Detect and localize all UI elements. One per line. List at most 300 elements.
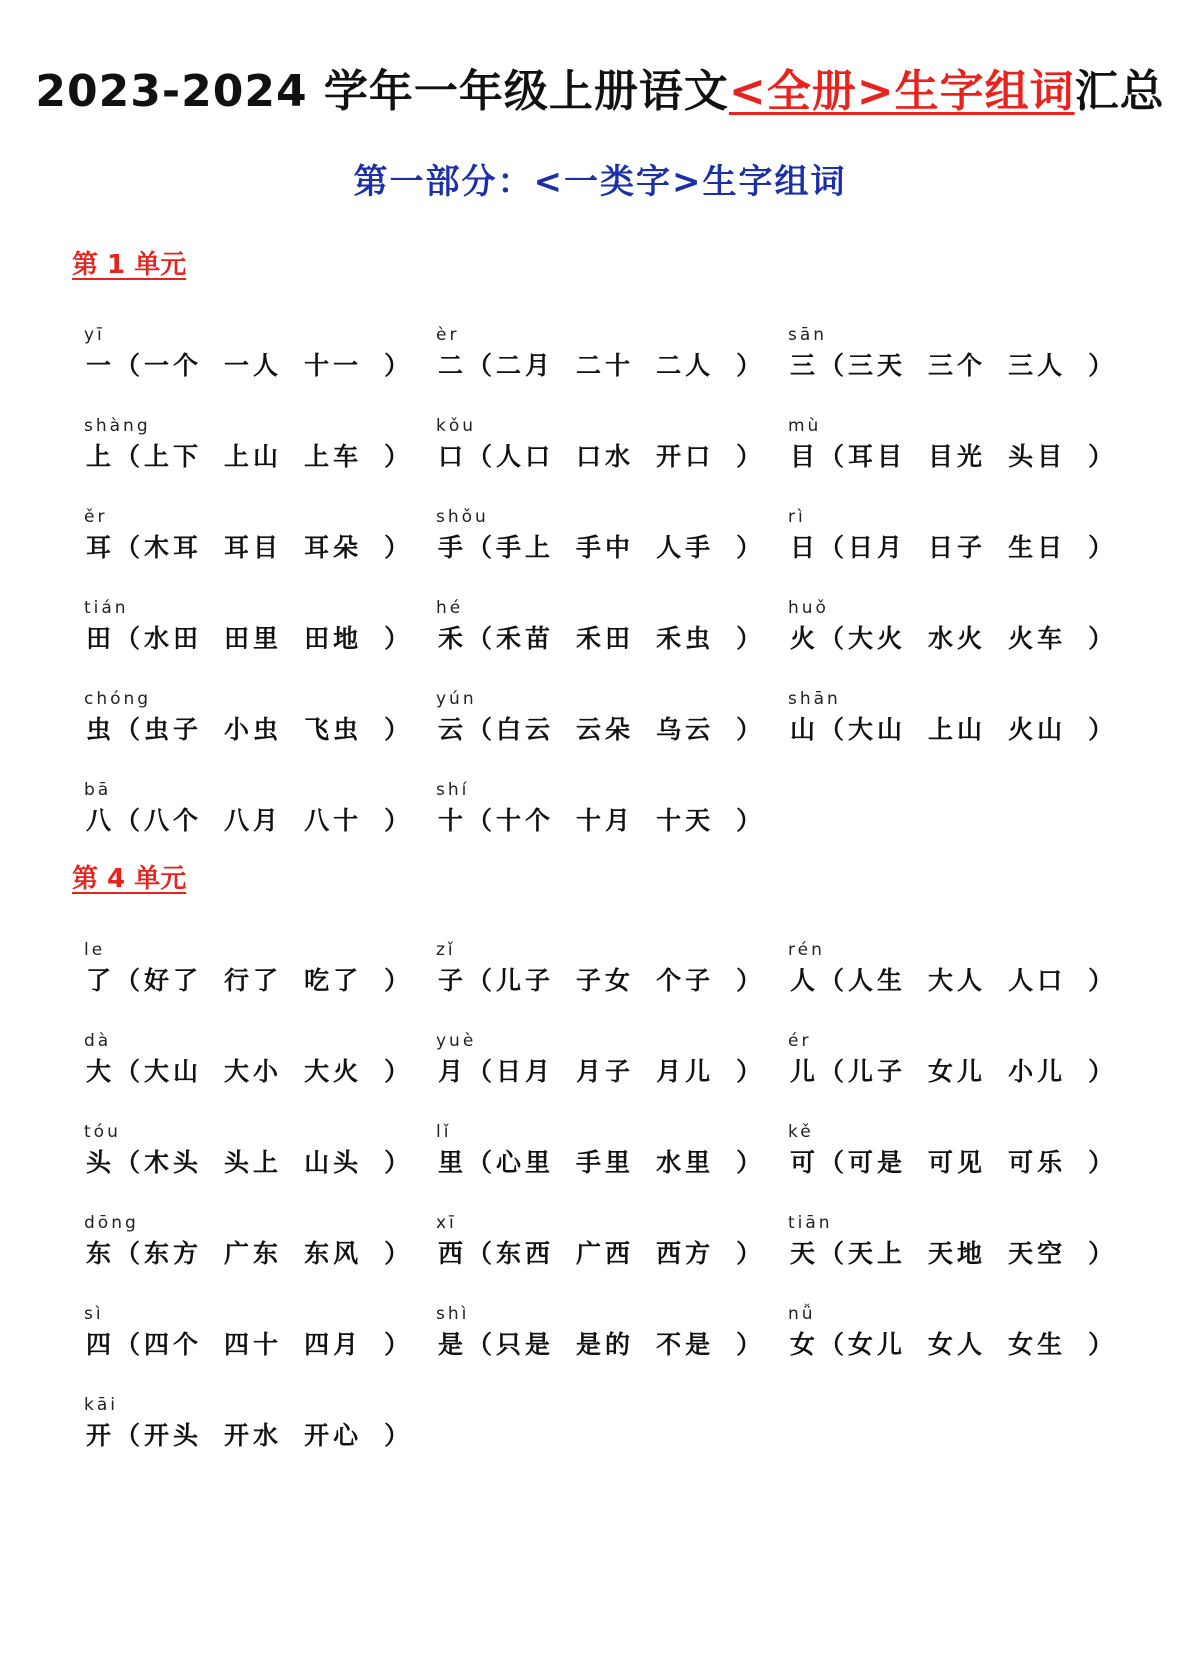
word-example: 大火 [304, 1057, 363, 1086]
word-example: 禾苗 [496, 624, 555, 653]
hanzi-character: 了 [86, 966, 116, 995]
hanzi-character: 儿 [790, 1057, 820, 1086]
word-example: 日子 [928, 533, 987, 562]
hanzi-character: 云 [438, 715, 468, 744]
word-example: 上山 [928, 715, 987, 744]
hanzi-character: 月 [438, 1057, 468, 1086]
word-example: 心里 [496, 1148, 555, 1177]
word-example: 手上 [496, 533, 555, 562]
character-entry [790, 1213, 1142, 1304]
open-paren: （ [115, 966, 145, 995]
pinyin: chóng [84, 689, 152, 709]
pinyin: tóu [84, 1122, 121, 1142]
document-title [0, 62, 1200, 122]
word-example: 人口 [1008, 966, 1067, 995]
word-example: 水田 [144, 624, 203, 653]
pinyin: tiān [788, 1213, 833, 1233]
word-example: 木头 [144, 1148, 203, 1177]
hanzi-character: 禾 [438, 624, 468, 653]
word-example: 二人 [656, 351, 715, 380]
open-paren: （ [819, 442, 849, 471]
close-paren: ） [1088, 1057, 1118, 1086]
word-example: 东西 [496, 1239, 555, 1268]
word-example: 十天 [656, 806, 715, 835]
character-line [790, 1146, 1117, 1180]
hanzi-character: 手 [438, 533, 468, 562]
word-example: 女人 [928, 1330, 987, 1359]
pinyin: nǚ [788, 1304, 816, 1324]
character-entry [438, 325, 790, 416]
word-example: 只是 [496, 1330, 555, 1359]
hanzi-character: 开 [86, 1421, 116, 1450]
word-example: 子女 [576, 966, 635, 995]
character-entry [438, 1122, 790, 1213]
close-paren: ） [736, 966, 766, 995]
word-example: 乌云 [656, 715, 715, 744]
open-paren: （ [115, 1148, 145, 1177]
hanzi-character: 里 [438, 1148, 468, 1177]
character-line [438, 1055, 765, 1089]
open-paren: （ [467, 806, 497, 835]
open-paren: （ [819, 1057, 849, 1086]
character-entry [438, 1031, 790, 1122]
word-example: 三天 [848, 351, 907, 380]
word-example: 女生 [1008, 1330, 1067, 1359]
word-example: 山头 [304, 1148, 363, 1177]
character-line [790, 622, 1117, 656]
word-example: 水火 [928, 624, 987, 653]
character-line [790, 349, 1117, 383]
open-paren: （ [819, 1148, 849, 1177]
word-example: 开口 [656, 442, 715, 471]
character-entry [438, 940, 790, 1031]
character-entry [790, 507, 1142, 598]
hanzi-character: 日 [790, 533, 820, 562]
word-example: 一个 [144, 351, 203, 380]
close-paren: ） [736, 1239, 766, 1268]
character-entry [790, 416, 1142, 507]
pinyin: shì [436, 1304, 470, 1324]
hanzi-character: 上 [86, 442, 116, 471]
close-paren: ） [384, 966, 414, 995]
character-entry [790, 1031, 1142, 1122]
word-example: 可是 [848, 1148, 907, 1177]
character-line [438, 349, 765, 383]
word-example: 上下 [144, 442, 203, 471]
open-paren: （ [467, 1330, 497, 1359]
pinyin: èr [436, 325, 460, 345]
word-example: 白云 [496, 715, 555, 744]
character-line [86, 1237, 413, 1271]
character-line [790, 713, 1117, 747]
character-line [86, 1419, 413, 1453]
word-example: 田地 [304, 624, 363, 653]
hanzi-character: 十 [438, 806, 468, 835]
close-paren: ） [384, 624, 414, 653]
word-example: 不是 [656, 1330, 715, 1359]
unit-4-heading: 第 4 单元 [72, 864, 187, 894]
pinyin: bā [84, 780, 112, 800]
pinyin: yuè [436, 1031, 477, 1051]
close-paren: ） [736, 715, 766, 744]
word-example: 可见 [928, 1148, 987, 1177]
open-paren: （ [115, 1239, 145, 1268]
close-paren: ） [1088, 715, 1118, 744]
word-example: 东方 [144, 1239, 203, 1268]
character-line [438, 622, 765, 656]
character-line [438, 1237, 765, 1271]
character-entry [86, 689, 438, 780]
word-example: 女儿 [928, 1057, 987, 1086]
character-entry [86, 598, 438, 689]
word-example: 禾虫 [656, 624, 715, 653]
open-paren: （ [467, 442, 497, 471]
close-paren: ） [384, 1148, 414, 1177]
hanzi-character: 耳 [86, 533, 116, 562]
hanzi-character: 四 [86, 1330, 116, 1359]
character-entry [790, 1304, 1142, 1395]
word-example: 小虫 [224, 715, 283, 744]
character-line [86, 964, 413, 998]
title-highlight: <全册>生字组词 [728, 66, 1075, 117]
character-entry [86, 1031, 438, 1122]
word-example: 耳朵 [304, 533, 363, 562]
hanzi-character: 田 [86, 624, 116, 653]
close-paren: ） [736, 442, 766, 471]
word-example: 人生 [848, 966, 907, 995]
hanzi-character: 人 [790, 966, 820, 995]
close-paren: ） [384, 1057, 414, 1086]
word-example: 上山 [224, 442, 283, 471]
word-example: 虫子 [144, 715, 203, 744]
word-example: 日月 [848, 533, 907, 562]
character-line [438, 440, 765, 474]
pinyin: yún [436, 689, 477, 709]
character-entry [790, 1122, 1142, 1213]
character-line [790, 1237, 1117, 1271]
open-paren: （ [819, 624, 849, 653]
close-paren: ） [736, 351, 766, 380]
word-example: 手里 [576, 1148, 635, 1177]
word-example: 好了 [144, 966, 203, 995]
unit-4-character-grid [86, 940, 1146, 1486]
open-paren: （ [467, 1057, 497, 1086]
word-example: 四月 [304, 1330, 363, 1359]
word-example: 大山 [848, 715, 907, 744]
word-example: 天地 [928, 1239, 987, 1268]
character-line [86, 804, 413, 838]
word-example: 大小 [224, 1057, 283, 1086]
word-example: 个子 [656, 966, 715, 995]
hanzi-character: 可 [790, 1148, 820, 1177]
word-example: 儿子 [496, 966, 555, 995]
pinyin: mù [788, 416, 822, 436]
pinyin: ér [788, 1031, 812, 1051]
open-paren: （ [115, 1421, 145, 1450]
character-entry [438, 507, 790, 598]
word-example: 火车 [1008, 624, 1067, 653]
character-line [438, 1146, 765, 1180]
character-entry [86, 1213, 438, 1304]
word-example: 手中 [576, 533, 635, 562]
character-entry [438, 1213, 790, 1304]
pinyin: dà [84, 1031, 112, 1051]
word-example: 月子 [576, 1057, 635, 1086]
word-example: 十个 [496, 806, 555, 835]
word-example: 西方 [656, 1239, 715, 1268]
character-entry [86, 325, 438, 416]
word-example: 生日 [1008, 533, 1067, 562]
close-paren: ） [384, 442, 414, 471]
open-paren: （ [115, 715, 145, 744]
word-example: 八月 [224, 806, 283, 835]
word-example: 头上 [224, 1148, 283, 1177]
hanzi-character: 东 [86, 1239, 116, 1268]
word-example: 二月 [496, 351, 555, 380]
title-prefix: 2023-2024 学年一年级上册语文 [35, 66, 729, 117]
word-example: 人口 [496, 442, 555, 471]
hanzi-character: 虫 [86, 715, 116, 744]
open-paren: （ [467, 533, 497, 562]
word-example: 开水 [224, 1421, 283, 1450]
character-entry [86, 1304, 438, 1395]
hanzi-character: 一 [86, 351, 116, 380]
word-example: 禾田 [576, 624, 635, 653]
pinyin: le [84, 940, 106, 960]
open-paren: （ [819, 533, 849, 562]
close-paren: ） [384, 533, 414, 562]
character-entry [438, 1304, 790, 1395]
character-line [438, 804, 765, 838]
character-line [790, 531, 1117, 565]
pinyin: rì [788, 507, 806, 527]
close-paren: ） [736, 1330, 766, 1359]
open-paren: （ [467, 351, 497, 380]
pinyin: shàng [84, 416, 151, 436]
hanzi-character: 八 [86, 806, 116, 835]
open-paren: （ [115, 624, 145, 653]
word-example: 月儿 [656, 1057, 715, 1086]
word-example: 大人 [928, 966, 987, 995]
word-example: 大火 [848, 624, 907, 653]
open-paren: （ [115, 1330, 145, 1359]
character-line [790, 1055, 1117, 1089]
character-entry [790, 325, 1142, 416]
word-example: 口水 [576, 442, 635, 471]
hanzi-character: 三 [790, 351, 820, 380]
word-example: 可乐 [1008, 1148, 1067, 1177]
character-entry [790, 940, 1142, 1031]
unit-1-heading: 第 1 单元 [72, 250, 187, 280]
pinyin: kě [788, 1122, 814, 1142]
word-example: 木耳 [144, 533, 203, 562]
section-subtitle: 第一部分：<一类字>生字组词 [353, 162, 847, 202]
word-example: 头目 [1008, 442, 1067, 471]
pinyin: sān [788, 325, 828, 345]
word-example: 十月 [576, 806, 635, 835]
close-paren: ） [736, 806, 766, 835]
hanzi-character: 口 [438, 442, 468, 471]
pinyin: rén [788, 940, 825, 960]
close-paren: ） [384, 806, 414, 835]
word-example: 飞虫 [304, 715, 363, 744]
pinyin: shí [436, 780, 470, 800]
word-example: 十一 [304, 351, 363, 380]
close-paren: ） [736, 624, 766, 653]
character-line [86, 349, 413, 383]
word-example: 广西 [576, 1239, 635, 1268]
word-example: 火山 [1008, 715, 1067, 744]
hanzi-character: 头 [86, 1148, 116, 1177]
character-line [86, 1328, 413, 1362]
pinyin: kāi [84, 1395, 118, 1415]
pinyin: xī [436, 1213, 457, 1233]
pinyin: shǒu [436, 507, 489, 527]
character-entry [438, 598, 790, 689]
word-example: 耳目 [224, 533, 283, 562]
open-paren: （ [819, 966, 849, 995]
pinyin: dōng [84, 1213, 139, 1233]
pinyin: tián [84, 598, 129, 618]
character-line [438, 964, 765, 998]
character-entry [86, 507, 438, 598]
character-line [86, 1146, 413, 1180]
hanzi-character: 火 [790, 624, 820, 653]
open-paren: （ [819, 715, 849, 744]
close-paren: ） [384, 1239, 414, 1268]
character-line [86, 713, 413, 747]
word-example: 开头 [144, 1421, 203, 1450]
word-example: 人手 [656, 533, 715, 562]
character-entry [438, 780, 790, 871]
word-example: 小儿 [1008, 1057, 1067, 1086]
word-example: 四十 [224, 1330, 283, 1359]
hanzi-character: 大 [86, 1057, 116, 1086]
word-example: 开心 [304, 1421, 363, 1450]
close-paren: ） [384, 351, 414, 380]
word-example: 东风 [304, 1239, 363, 1268]
character-line [790, 440, 1117, 474]
close-paren: ） [1088, 966, 1118, 995]
close-paren: ） [736, 533, 766, 562]
character-entry [438, 416, 790, 507]
word-example: 天上 [848, 1239, 907, 1268]
open-paren: （ [467, 715, 497, 744]
word-example: 目光 [928, 442, 987, 471]
pinyin: sì [84, 1304, 104, 1324]
word-example: 三人 [1008, 351, 1067, 380]
word-example: 八个 [144, 806, 203, 835]
character-line [438, 531, 765, 565]
word-example: 耳目 [848, 442, 907, 471]
open-paren: （ [819, 351, 849, 380]
character-line [86, 531, 413, 565]
word-example: 大山 [144, 1057, 203, 1086]
character-line [790, 1328, 1117, 1362]
close-paren: ） [1088, 533, 1118, 562]
open-paren: （ [467, 624, 497, 653]
word-example: 吃了 [304, 966, 363, 995]
hanzi-character: 女 [790, 1330, 820, 1359]
word-example: 日月 [496, 1057, 555, 1086]
word-example: 女儿 [848, 1330, 907, 1359]
character-entry [86, 1122, 438, 1213]
word-example: 二十 [576, 351, 635, 380]
character-line [438, 1328, 765, 1362]
close-paren: ） [1088, 1148, 1118, 1177]
unit-1-character-grid [86, 325, 1146, 871]
pinyin: yī [84, 325, 105, 345]
close-paren: ） [1088, 1330, 1118, 1359]
close-paren: ） [1088, 351, 1118, 380]
word-example: 儿子 [848, 1057, 907, 1086]
word-example: 田里 [224, 624, 283, 653]
character-entry [86, 940, 438, 1031]
close-paren: ） [1088, 442, 1118, 471]
character-entry [438, 689, 790, 780]
title-suffix: 汇总 [1074, 66, 1165, 117]
close-paren: ） [736, 1057, 766, 1086]
pinyin: ěr [84, 507, 108, 527]
open-paren: （ [467, 1239, 497, 1268]
hanzi-character: 目 [790, 442, 820, 471]
close-paren: ） [384, 1421, 414, 1450]
close-paren: ） [736, 1148, 766, 1177]
hanzi-character: 是 [438, 1330, 468, 1359]
open-paren: （ [115, 806, 145, 835]
open-paren: （ [115, 1057, 145, 1086]
pinyin: zǐ [436, 940, 456, 960]
character-line [86, 622, 413, 656]
word-example: 云朵 [576, 715, 635, 744]
open-paren: （ [819, 1330, 849, 1359]
word-example: 天空 [1008, 1239, 1067, 1268]
word-example: 八十 [304, 806, 363, 835]
pinyin: hé [436, 598, 464, 618]
hanzi-character: 二 [438, 351, 468, 380]
character-entry [86, 416, 438, 507]
pinyin: shān [788, 689, 841, 709]
word-example: 是的 [576, 1330, 635, 1359]
close-paren: ） [1088, 1239, 1118, 1268]
word-example: 广东 [224, 1239, 283, 1268]
character-line [790, 964, 1117, 998]
open-paren: （ [115, 442, 145, 471]
hanzi-character: 山 [790, 715, 820, 744]
hanzi-character: 西 [438, 1239, 468, 1268]
open-paren: （ [115, 533, 145, 562]
word-example: 三个 [928, 351, 987, 380]
word-example: 水里 [656, 1148, 715, 1177]
character-line [86, 1055, 413, 1089]
pinyin: huǒ [788, 598, 829, 618]
character-line [438, 713, 765, 747]
hanzi-character: 天 [790, 1239, 820, 1268]
character-entry [790, 598, 1142, 689]
close-paren: ） [384, 715, 414, 744]
character-entry [790, 689, 1142, 780]
open-paren: （ [467, 966, 497, 995]
close-paren: ） [1088, 624, 1118, 653]
open-paren: （ [467, 1148, 497, 1177]
word-example: 上车 [304, 442, 363, 471]
pinyin: kǒu [436, 416, 477, 436]
character-line [86, 440, 413, 474]
pinyin: lǐ [436, 1122, 452, 1142]
word-example: 一人 [224, 351, 283, 380]
hanzi-character: 子 [438, 966, 468, 995]
open-paren: （ [115, 351, 145, 380]
